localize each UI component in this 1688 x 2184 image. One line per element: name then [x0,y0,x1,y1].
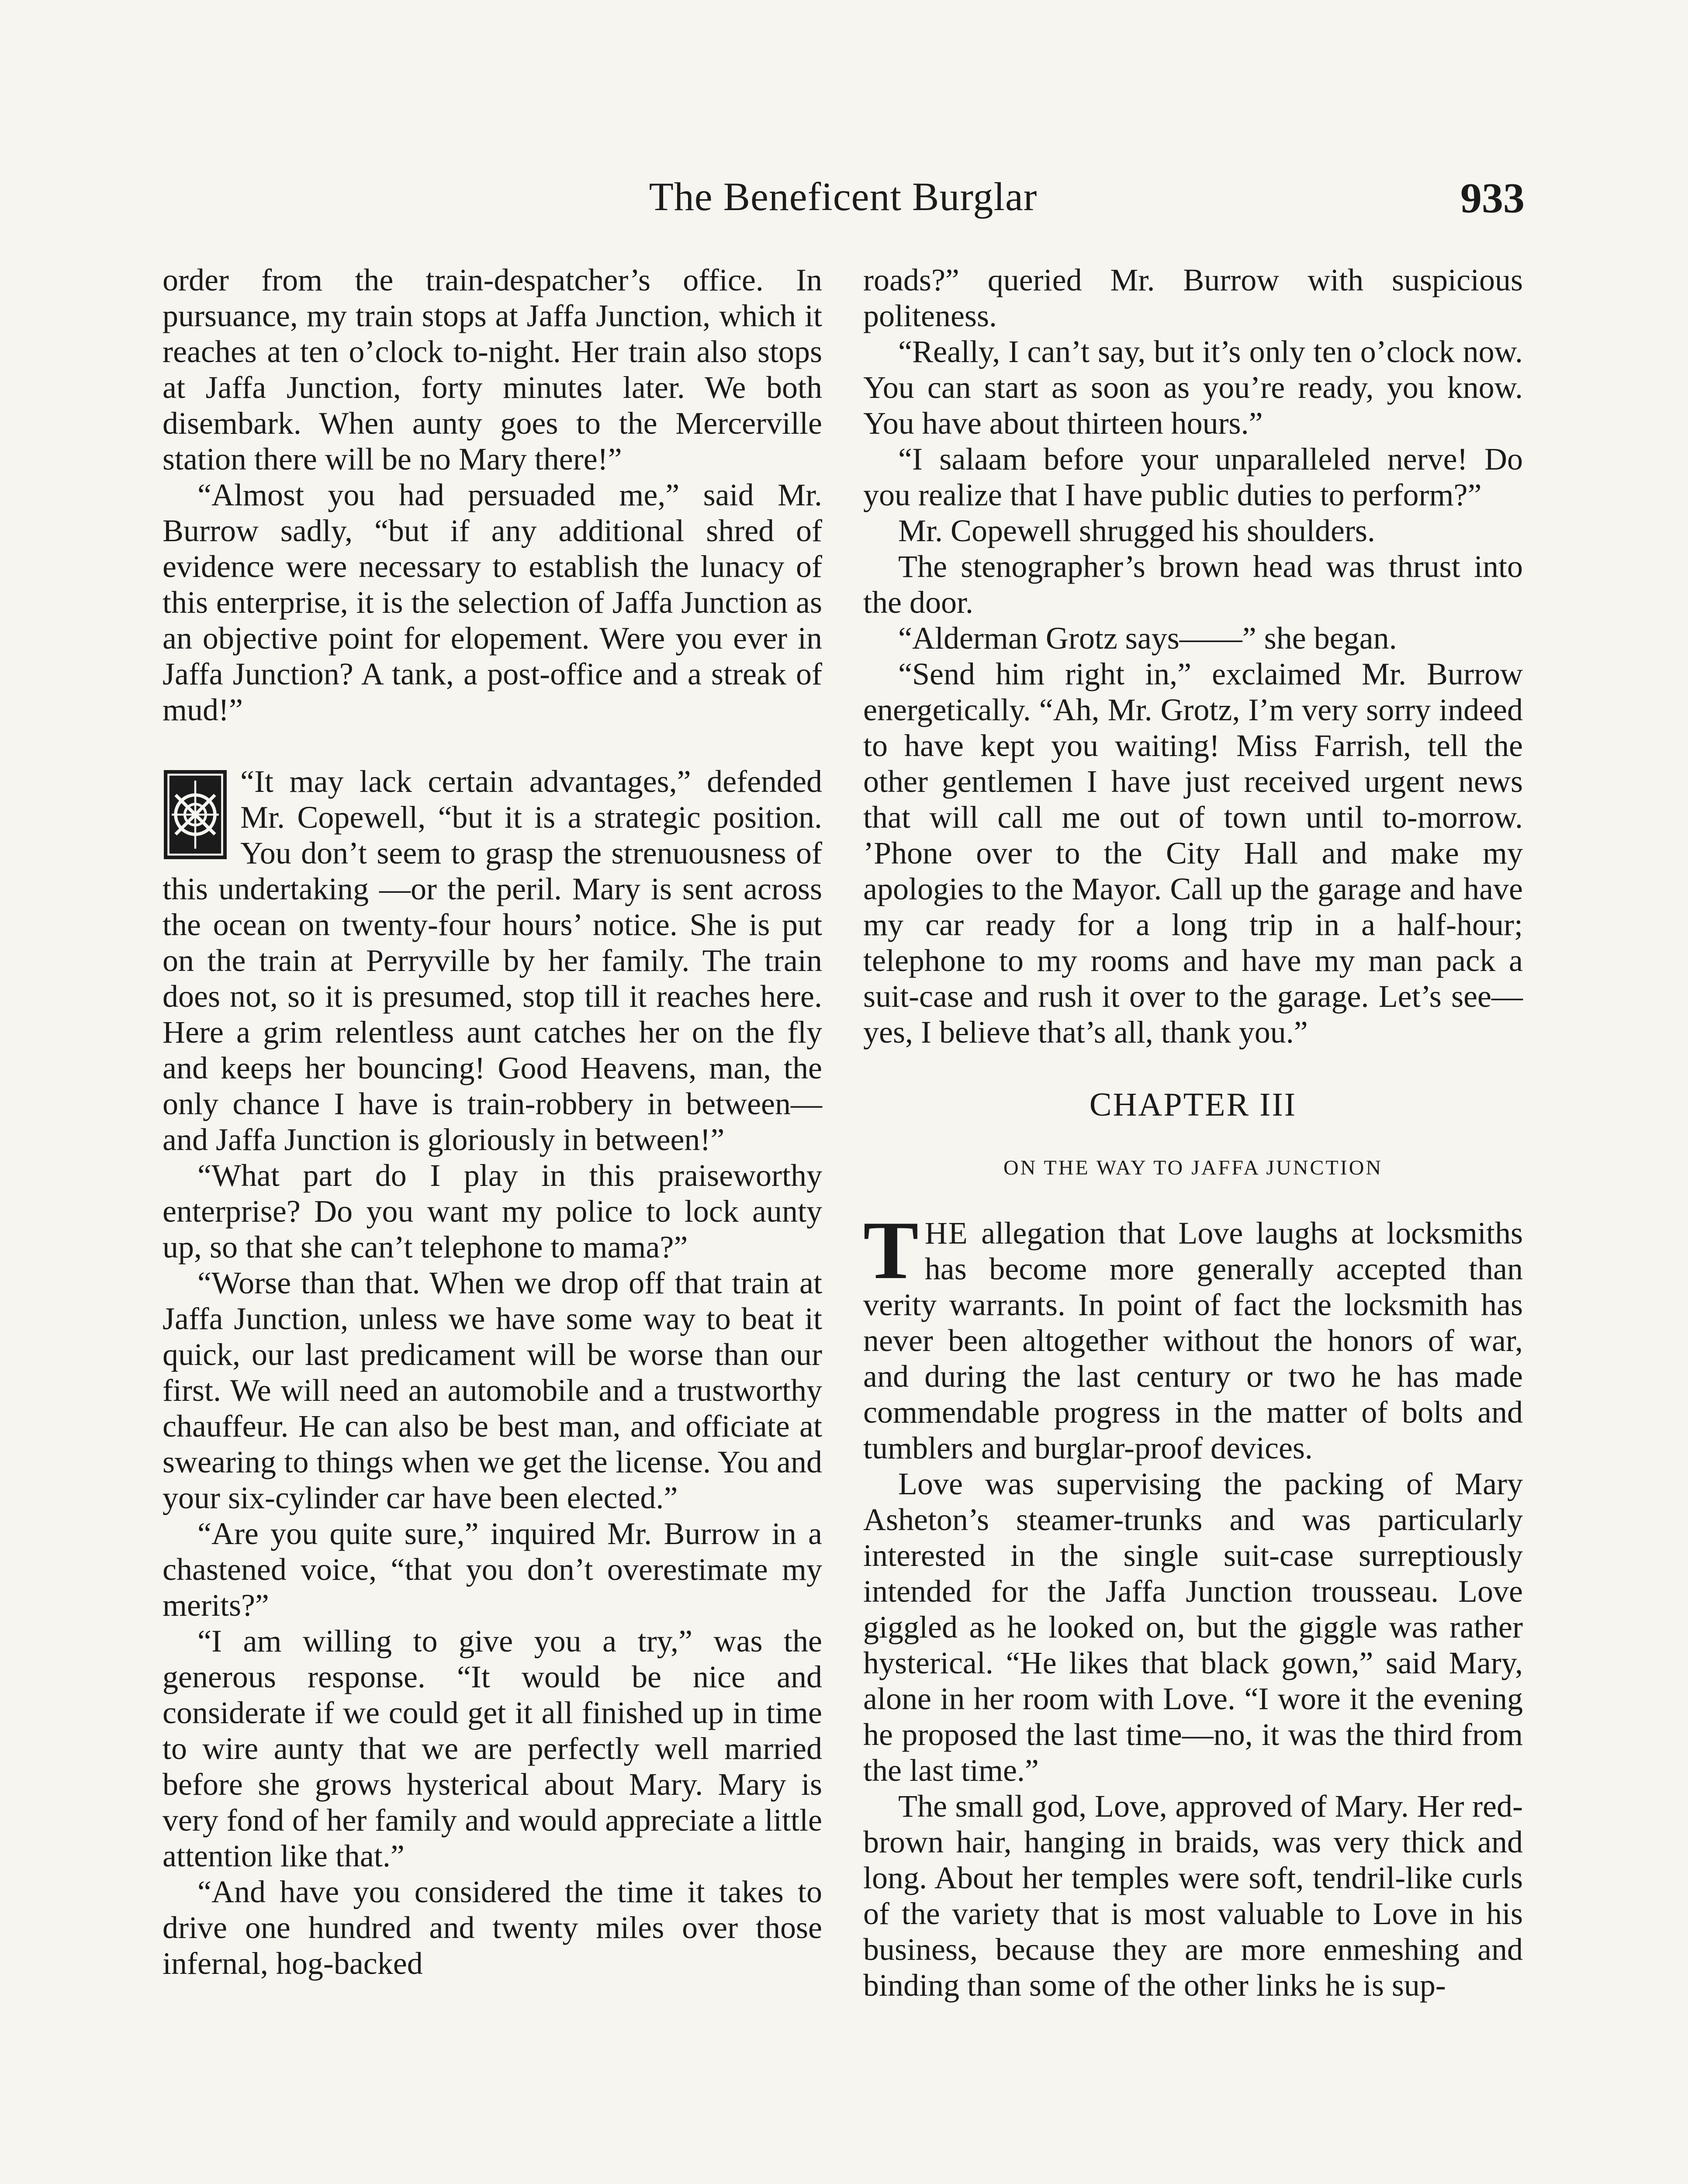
paragraph: “I salaam before your unparalleled nerve! Do you realize that I have public duties to perform?” [863,442,1523,512]
paragraph: order from the train-despatcher’s office. In pursuance, my train stops at Jaffa Junction, which it reaches at ten o’clock to-night. Her train also stops at Jaffa Junction, forty minutes later. We both disembark. When aunty goes to the Mercerville station there will be no Mary there!” [163,263,822,477]
chapter-opening-paragraph [863,1205,1523,1466]
chapter-heading: CHAPTER III [1089,1086,1297,1123]
ornament-paragraph [163,764,822,1158]
paragraph: “Worse than that. When we drop off that train at Jaffa Junction, unless we have some way to beat it quick, our last predicament will be worse than our first. We will need an automobile and a trustworthy chauffeur. He can also be best man, and officiate at swearing to things when we get the license. You and your six-cylinder car have been elected.” [163,1265,822,1515]
first-word: HE [924,1216,969,1251]
paragraph: “Are you quite sure,” inquired Mr. Burrow in a chastened voice, “that you don’t overestimate my merits?” [163,1516,822,1623]
paragraph: “Really, I can’t say, but it’s only ten o’clock now. You can start as soon as you’re ready, you know. You have about thirteen hours.” [863,334,1523,441]
paragraph: “Alderman Grotz says——” she began. [898,621,1397,656]
paragraph: “And have you considered the time it takes to drive one hundred and twenty miles over those infernal, hog-backed [163,1874,822,1981]
paragraph: “I am willing to give you a try,” was the generous response. “It would be nice and considerate if we could get it all finished up in time to wire aunty that we are perfectly well married before she grows hysterical about Mary. Mary is very fond of her family and would appreciate a little attention like that.” [163,1624,822,1873]
running-title: The Beneficent Burglar [649,174,1038,219]
celtic-knot-ornament-icon [163,769,228,860]
paragraph-text: allegation that Love laughs at locksmiths has become more generally accepted than verity warrants. In point of fact the locksmith has never been altogether without the honors of war, and during the last century or two he has made commendable progress in the matter of bolts and tumblers and burglar-proof devices. [863,1216,1523,1465]
paragraph: “Almost you had persuaded me,” said Mr. Burrow sadly, “but if any additional shred of evidence were necessary to establish the lunacy of this enterprise, it is the selection of Jaffa Junction as an objective point for elopement. Were you ever in Jaffa Junction? A tank, a post-office and a streak of mud!” [163,477,822,727]
chapter-subtitle: ON THE WAY TO JAFFA JUNCTION [1003,1156,1383,1179]
paragraph: “Send him right in,” exclaimed Mr. Burrow energetically. “Ah, Mr. Grotz, I’m very sorry indeed to have kept you waiting! Miss Farrish, tell the other gentlemen I have just received urgent news that will call me out of town until to-morrow. ’Phone over to the City Hall and make my apologies to the Mayor. Call up the garage and have my car ready for a long trip in a half-hour; telephone to my rooms and have my man pack a suit-case and rush it over to the garage. Let’s see—yes, I believe that’s all, thank you.” [863,657,1523,1050]
paragraph: The small god, Love, approved of Mary. Her red-brown hair, hanging in braids, was very thick and long. About her temples were soft, tendril-like curls of the variety that is most valuable to Love in his business, because they are more enmeshing and binding than some of the other links he is sup- [863,1789,1523,2003]
paragraph: “What part do I play in this praiseworthy enterprise? Do you want my police to lock aunty up, so that she can’t telephone to mama?” [163,1158,822,1265]
paragraph: Mr. Copewell shrugged his shoulders. [898,513,1375,548]
left-column [163,262,822,1981]
paragraph: The stenographer’s brown head was thrust into the door. [863,549,1523,620]
page-header [162,173,1525,234]
paragraph: Love was supervising the packing of Mary Asheton’s steamer-trunks and was particularly interested in the single suit-case surreptiously intended for the Jaffa Junction trousseau. Love giggled as he looked on, but the giggle was rather hysterical. “He likes that black gown,” said Mary, alone in her room with Love. “I wore it the evening he proposed the last time—no, it was the third from the last time.” [863,1466,1523,1788]
paragraph: roads?” queried Mr. Burrow with suspicious politeness. [863,263,1523,333]
page-number: 933 [1460,175,1525,222]
drop-cap: T [863,1205,919,1296]
right-column [863,262,1523,2003]
paragraph-text: “It may lack certain advantages,” defended Mr. Copewell, “but it is a strategic position. You don’t seem to grasp the strenuousness of this undertaking —or the peril. Mary is sent across the ocean on twenty-four hours’ notice. She is put on the train at Perryville by her family. The train does not, so it is presumed, stop till it reaches here. Here a grim relentless aunt catches her on the fly and keeps her bouncing! Good Heavens, man, the only chance I have is train-robbery in between—and Jaffa Junction is gloriously in between!” [163,764,822,1157]
